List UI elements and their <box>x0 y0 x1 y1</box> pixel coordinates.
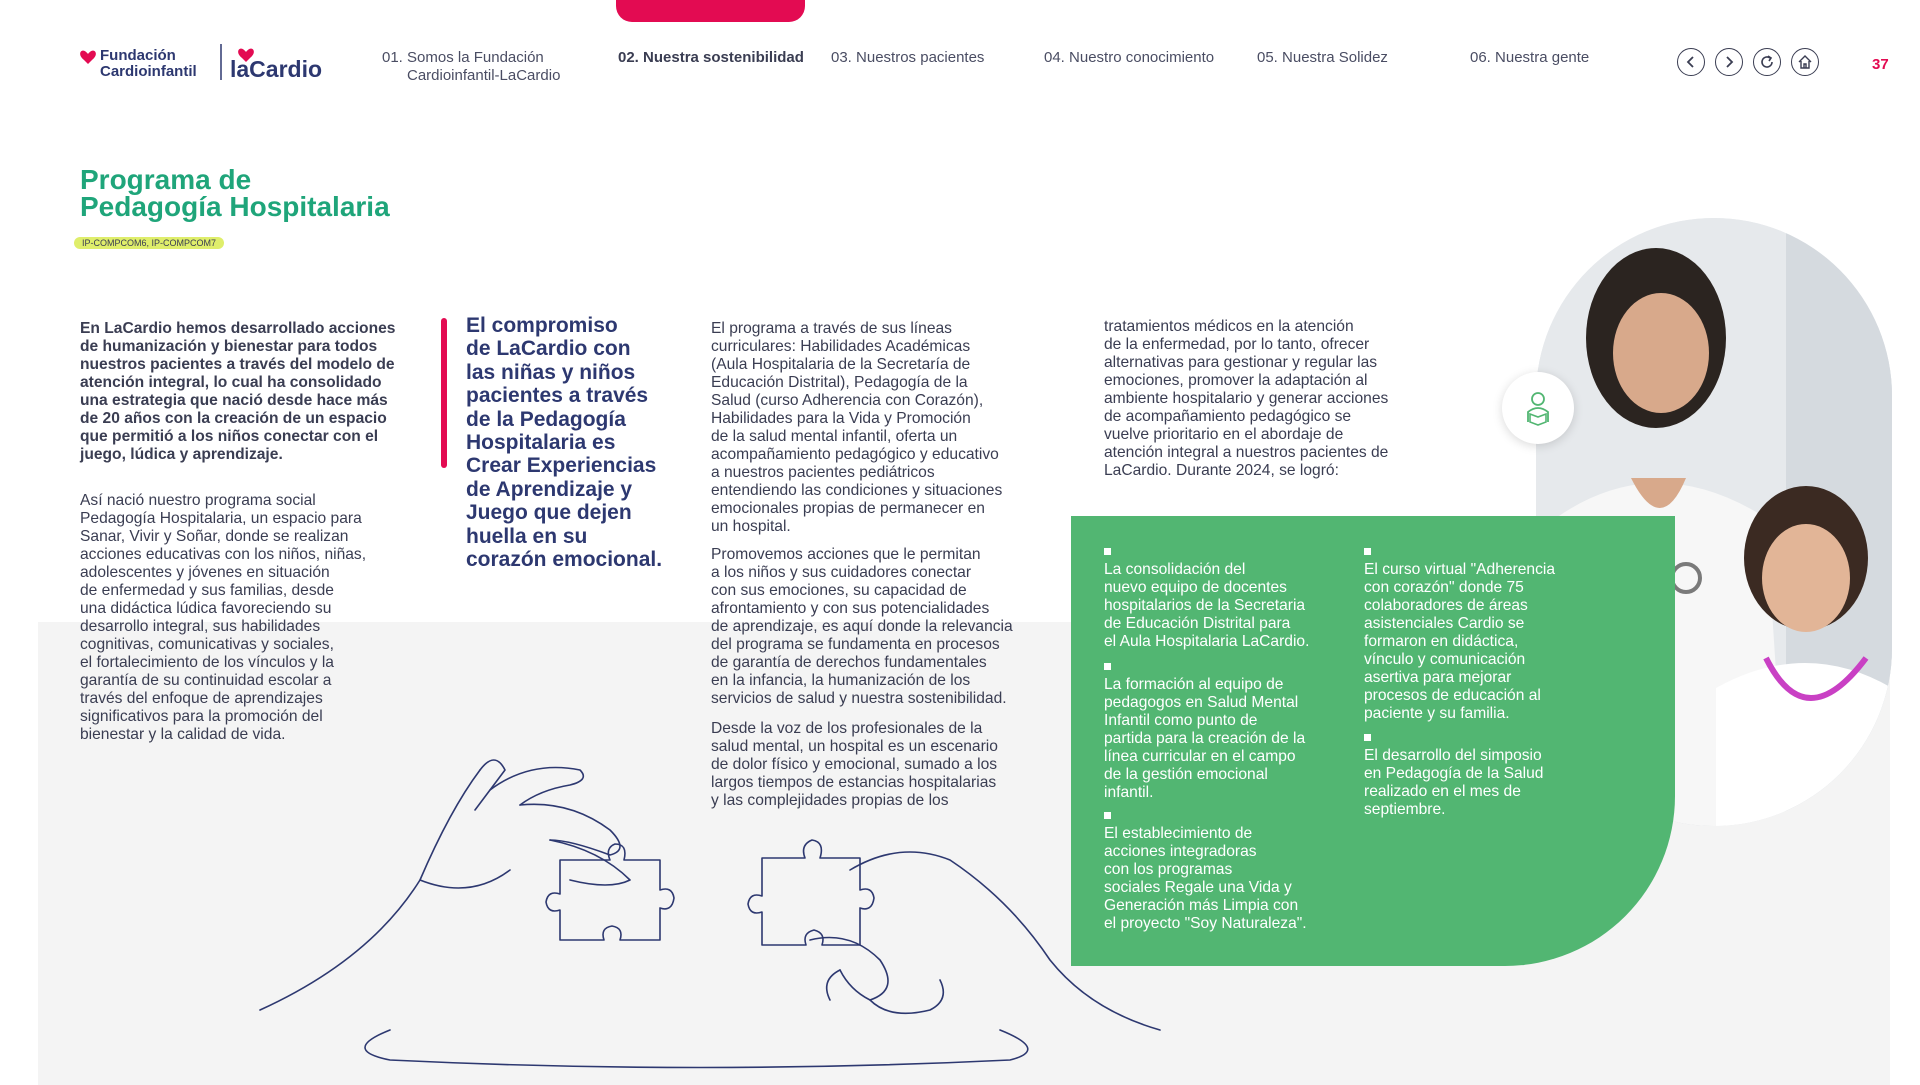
curriculum-paragraph: El programa a través de sus líneas curriculares: Habilidades Académicas (Aula Hospitalaria de la Secretaría de Educación Distrital), Pedagogía de la Salud (curso Adherencia con Corazón), Habilidades para la Vida y Promoción de la salud mental infantil, oferta un acompañamiento pedagógico y educativo a nuestros pacientes pediátricos entendiendo las condiciones y situaciones emocionales propias de permanecer en un hospital. <box>711 320 1003 535</box>
actions-paragraph: Promovemos acciones que le permitan a los niños y sus cuidadores conectar con sus emociones, su capacidad de afrontamiento y con sus potencialidades de aprendizaje, es aquí donde la relevancia del programa se fundamenta en procesos de garantía de derechos fundamentales en la infancia, la humanización de los servicios de salud y nuestra sostenibilidad. <box>711 546 1013 707</box>
nav-label-line2: Cardioinfantil-LaCardio <box>407 67 561 84</box>
home-button[interactable] <box>1791 48 1819 76</box>
nav-item-06[interactable] <box>1470 49 1589 67</box>
page-title <box>80 166 390 220</box>
achievement-item: La formación al equipo de pedagogos en Salud Mental Infantil como punto de partida para la creación de la línea curricular en el campo de la gestión emocional infantil. <box>1104 663 1305 802</box>
nav-label: Nuestros pacientes <box>856 49 985 66</box>
pull-quote: El compromiso de LaCardio con las niñas y niños pacientes a través de la Pedagogía Hospitalaria es Crear Experiencias de Aprendizaje y Juego que dejen huella en su corazón emocional. <box>466 314 663 572</box>
program-paragraph: Así nació nuestro programa social Pedagogía Hospitalaria, un espacio para Sanar, Vivir y Soñar, donde se realizan acciones educativas con los niños, niñas, adolescentes y jóvenes en situación de enfermedad y sus familias, desde una didáctica lúdica favoreciendo su desarrollo integral, sus habilidades cognitivas, comunicativas y sociales, el fortalecimiento de los vínculos y la garantía de su continuidad escolar a través del enfoque de aprendizajes significativos para la promoción del bienestar y la calidad de vida. <box>80 492 367 743</box>
quote-accent-bar <box>441 318 447 468</box>
nav-item-02[interactable] <box>618 49 804 67</box>
nav-item-05[interactable] <box>1257 49 1388 67</box>
hands-puzzle-illustration <box>250 730 1170 1070</box>
nav-label: Nuestro conocimiento <box>1069 49 1215 66</box>
chevron-right-icon <box>1722 55 1736 69</box>
bullet-square-icon <box>1364 734 1371 741</box>
bullet-square-icon <box>1364 548 1371 555</box>
logo-brand1-line2: Cardioinfantil <box>100 63 197 80</box>
logo-brand1-line1: Fundación <box>100 47 176 64</box>
nav-item-04[interactable] <box>1044 49 1214 67</box>
refresh-icon <box>1759 54 1775 70</box>
indicator-tag: IP-COMPCOM6, IP-COMPCOM7 <box>74 237 224 249</box>
home-icon <box>1797 54 1813 70</box>
title-line1: Programa de <box>80 164 252 195</box>
nav-label: Somos la Fundación <box>407 49 544 66</box>
nav-num: 02. <box>618 49 639 66</box>
logo-brand2: laCardio <box>230 56 323 82</box>
intro-paragraph: En LaCardio hemos desarrollado acciones de humanización y bienestar para todos nuestros pacientes a través del modelo de atención integral, lo cual ha consolidado una estrategia que nació desde hace más de 20 años con la creación de un espacio que permitió a los niños conectar con el juego, lúdica y aprendizaje. <box>80 320 396 463</box>
achievement-item: La consolidación del nuevo equipo de docentes hospitalarios de la Secretaria de Educación Distrital para el Aula Hospitalaria LaCardio. <box>1104 548 1309 651</box>
nav-num: 06. <box>1470 49 1491 66</box>
nav-num: 03. <box>831 49 852 66</box>
teacher-icon-badge <box>1502 372 1574 444</box>
professionals-paragraph: Desde la voz de los profesionales de la salud mental, un hospital es un escenario de dolor físico y emocional, sumado a los largos tiempos de estancias hospitalarias y las complejidades propias de los <box>711 720 998 809</box>
nav-num: 05. <box>1257 49 1278 66</box>
bullet-square-icon <box>1104 548 1111 555</box>
nav-item-03[interactable] <box>831 49 984 67</box>
achievement-item: El establecimiento de acciones integradoras con los programas sociales Regale una Vida y Generación más Limpia con el proyecto "Soy Naturaleza". <box>1104 812 1307 933</box>
achievement-item: El curso virtual "Adherencia con corazón" donde 75 colaboradores de áreas asistenciales Cardio se formaron en didáctica, vínculo y comunicación asertiva para mejorar procesos de educación al paciente y su familia. <box>1364 548 1555 723</box>
page-number: 37 <box>1872 56 1889 73</box>
nav-label: Nuestra Solidez <box>1282 49 1388 66</box>
refresh-button[interactable] <box>1753 48 1781 76</box>
nav-num: 01. <box>382 49 403 66</box>
chevron-left-icon <box>1684 55 1698 69</box>
prev-page-button[interactable] <box>1677 48 1705 76</box>
teacher-book-icon <box>1518 388 1558 428</box>
active-section-indicator <box>616 0 805 22</box>
next-page-button[interactable] <box>1715 48 1743 76</box>
achievement-item: El desarrollo del simposio en Pedagogía de la Salud realizado en el mes de septiembre. <box>1364 734 1543 819</box>
nav-num: 04. <box>1044 49 1065 66</box>
bullet-square-icon <box>1104 663 1111 670</box>
logo[interactable] <box>80 42 330 84</box>
nav-label: Nuestra sostenibilidad <box>643 49 804 66</box>
nav-item-01[interactable] <box>382 49 560 85</box>
nav-label: Nuestra gente <box>1495 49 1590 66</box>
title-line2: Pedagogía Hospitalaria <box>80 191 390 222</box>
treatments-paragraph: tratamientos médicos en la atención de la enfermedad, por lo tanto, ofrecer alternativas para gestionar y regular las emociones, promover la adaptación al ambiente hospitalario y generar acciones de acompañamiento pedagógico se vuelve prioritario en el abordaje de atención integral a nuestros pacientes de LaCardio. Durante 2024, se logró: <box>1104 318 1389 479</box>
